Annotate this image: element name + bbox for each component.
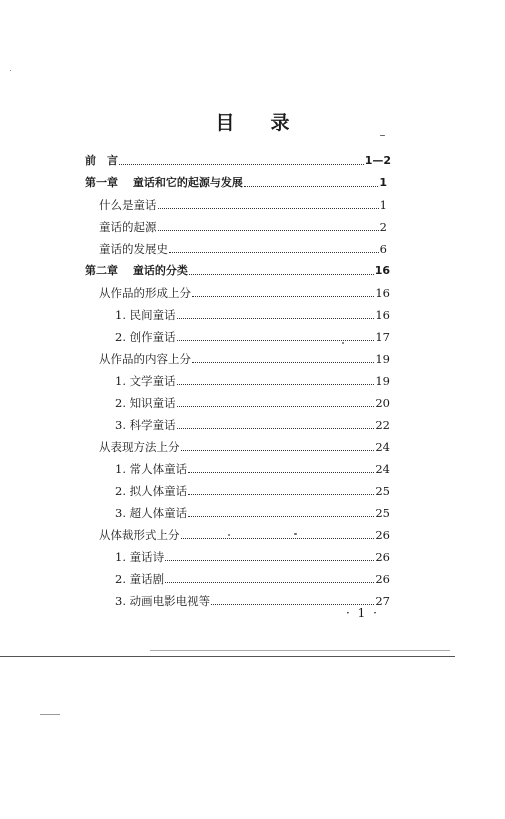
dot-leader bbox=[211, 604, 374, 605]
dot-leader bbox=[188, 516, 374, 517]
toc-entry[interactable] bbox=[115, 547, 390, 567]
toc-label: 从作品的形成上分 bbox=[99, 286, 191, 300]
toc-page: 16 bbox=[375, 286, 390, 300]
dot-leader bbox=[188, 494, 374, 495]
toc-label: 2. 知识童话 bbox=[115, 396, 176, 410]
dot-leader bbox=[169, 252, 379, 253]
toc-label: 1. 民间童话 bbox=[115, 308, 176, 322]
dot-leader bbox=[181, 450, 375, 451]
scan-speck bbox=[228, 534, 230, 536]
page-number: · 1 · bbox=[346, 606, 379, 620]
scan-line bbox=[150, 650, 450, 651]
toc-page: 1 bbox=[379, 198, 387, 212]
toc-label: 从表现方法上分 bbox=[99, 440, 180, 454]
dot-leader bbox=[165, 560, 374, 561]
dot-leader bbox=[177, 340, 375, 341]
dot-leader bbox=[177, 406, 375, 407]
dot-leader bbox=[177, 428, 375, 429]
dot-leader bbox=[177, 384, 375, 385]
toc-page: 20 bbox=[375, 396, 390, 410]
toc-page: 1 bbox=[379, 176, 387, 189]
toc-label: 1. 常人体童话 bbox=[115, 462, 188, 476]
dot-leader bbox=[192, 362, 374, 363]
toc-entry[interactable] bbox=[115, 305, 390, 325]
toc-label: 第二章 童话的分类 bbox=[85, 264, 188, 277]
toc-entry-chapter-2[interactable] bbox=[85, 261, 390, 281]
dot-leader bbox=[158, 208, 379, 209]
toc-label: 第一章 童话和它的起源与发展 bbox=[85, 176, 243, 189]
scan-mark bbox=[40, 714, 60, 715]
toc-label: 童话的起源 bbox=[99, 220, 157, 234]
toc-entry[interactable] bbox=[99, 239, 387, 259]
scan-speck bbox=[380, 135, 385, 136]
toc-entry[interactable] bbox=[99, 437, 390, 457]
toc-page: 25 bbox=[375, 484, 390, 498]
toc-entry-preface[interactable] bbox=[85, 151, 391, 171]
page-title bbox=[0, 108, 505, 135]
toc-entry[interactable] bbox=[99, 217, 387, 237]
dot-leader bbox=[189, 274, 374, 275]
toc-page: 17 bbox=[375, 330, 390, 344]
dot-leader bbox=[181, 538, 375, 539]
title-char-2: 录 bbox=[270, 112, 290, 134]
toc-page: 26 bbox=[375, 550, 390, 564]
scan-speck bbox=[342, 342, 344, 344]
toc-entry[interactable] bbox=[99, 349, 390, 369]
toc-page: 25 bbox=[375, 506, 390, 520]
toc-entry[interactable] bbox=[115, 481, 390, 501]
toc-label: 3. 动画电影电视等 bbox=[115, 594, 211, 608]
toc-page: 24 bbox=[375, 462, 390, 476]
dot-leader bbox=[119, 164, 364, 165]
dot-leader bbox=[188, 472, 374, 473]
toc-page: 16 bbox=[375, 308, 390, 322]
toc-entry[interactable] bbox=[115, 393, 390, 413]
dot-leader bbox=[165, 582, 374, 583]
toc-label: 2. 拟人体童话 bbox=[115, 484, 188, 498]
dot-leader bbox=[177, 318, 375, 319]
toc-label: 2. 童话剧 bbox=[115, 572, 165, 586]
toc-entry[interactable] bbox=[115, 371, 390, 391]
toc-page: 26 bbox=[375, 572, 390, 586]
scan-line bbox=[0, 656, 455, 657]
toc-page: 22 bbox=[375, 418, 390, 432]
dot-leader bbox=[192, 296, 374, 297]
toc-page: 19 bbox=[375, 352, 390, 366]
toc-label: 从作品的内容上分 bbox=[99, 352, 191, 366]
toc-label: 什么是童话 bbox=[99, 198, 157, 212]
toc-entry[interactable] bbox=[99, 283, 390, 303]
toc-label: 2. 创作童话 bbox=[115, 330, 176, 344]
toc-label: 3. 超人体童话 bbox=[115, 506, 188, 520]
toc-label: 1. 童话诗 bbox=[115, 550, 165, 564]
toc-label: 从体裁形式上分 bbox=[99, 528, 180, 542]
toc-entry[interactable] bbox=[115, 327, 390, 347]
toc-label: 1. 文学童话 bbox=[115, 374, 176, 388]
toc-entry[interactable] bbox=[99, 195, 387, 215]
title-char-1: 目 bbox=[215, 112, 235, 134]
toc-entry[interactable] bbox=[99, 525, 390, 545]
toc-page: 16 bbox=[374, 264, 390, 277]
toc-page: 24 bbox=[375, 440, 390, 454]
toc-page: 19 bbox=[375, 374, 390, 388]
toc-entry[interactable] bbox=[115, 415, 390, 435]
scan-speck bbox=[294, 533, 297, 535]
dot-leader bbox=[158, 230, 379, 231]
toc-entry-chapter-1[interactable] bbox=[85, 173, 387, 193]
toc-label: 前 言 bbox=[85, 154, 118, 167]
toc-page: 27 bbox=[375, 594, 390, 608]
toc-label: 童话的发展史 bbox=[99, 242, 168, 256]
dot-leader bbox=[244, 186, 379, 187]
scan-speck bbox=[10, 70, 11, 71]
toc-entry[interactable] bbox=[115, 459, 390, 479]
toc-page: 6 bbox=[379, 242, 387, 256]
toc-entry[interactable] bbox=[115, 569, 390, 589]
toc-label: 3. 科学童话 bbox=[115, 418, 176, 432]
toc-page: 1—2 bbox=[364, 154, 391, 167]
toc-page: 2 bbox=[379, 220, 387, 234]
toc-entry[interactable] bbox=[115, 503, 390, 523]
toc-page: 26 bbox=[375, 528, 390, 542]
